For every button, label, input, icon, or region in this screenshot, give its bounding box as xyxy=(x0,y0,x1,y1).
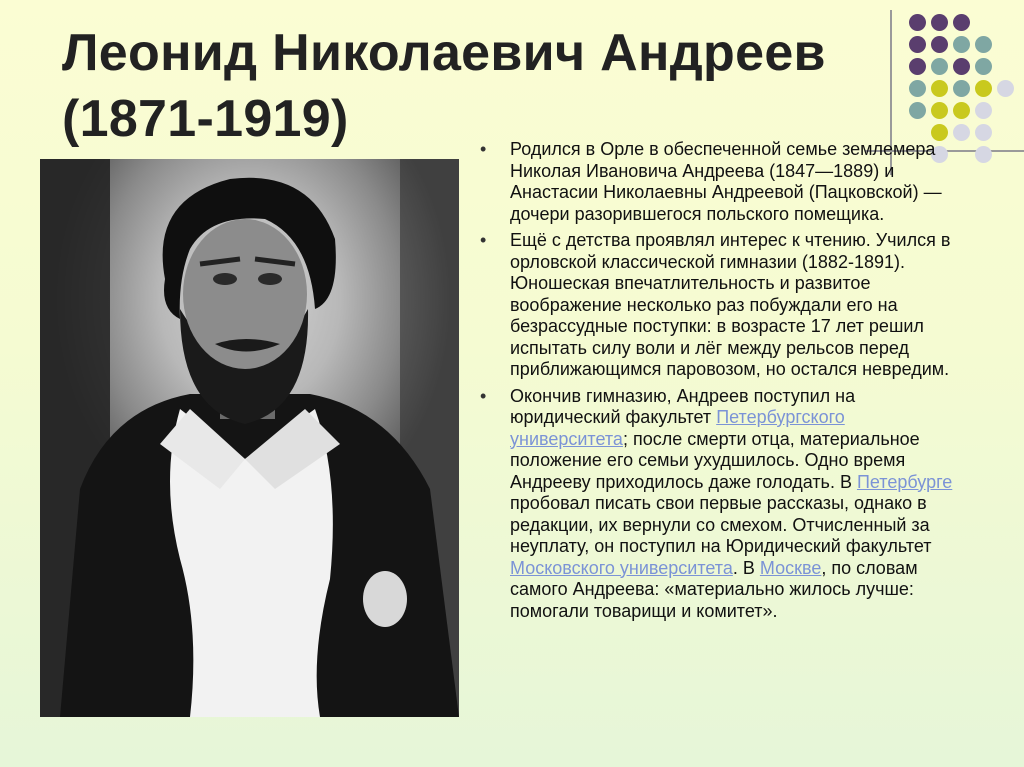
decor-dot xyxy=(909,58,926,75)
link-moscow[interactable]: Москве xyxy=(759,557,822,578)
bullet-dot-icon: • xyxy=(480,230,487,250)
bio-item-birth xyxy=(480,139,960,225)
bio-text: пробовал писать свои первые рассказы, однако в редакции, их вернули со смехом. Отчисленный за неуплату, он поступил на Юридический факультет xyxy=(510,493,932,556)
bio-text: , по словам самого Андреева: «материально жилось лучше: помогали товарищи и комитет». xyxy=(510,557,918,621)
bio-text: ; после смерти отца, материальное положение его семьи ухудшилось. Одно время Андрееву приходилось даже голодать. В xyxy=(510,428,920,492)
decor-dot xyxy=(953,80,970,97)
bio-text: Родился в Орле в обеспеченной семье землемера Николая Ивановича Андреева (1847—1889) и Анастасии Николаевны Андреевой (Пацковской) — дочери разорившегося польского помещика. xyxy=(510,139,942,224)
decor-dot xyxy=(909,36,926,53)
decor-dot xyxy=(975,80,992,97)
bio-text: Ещё с детства проявлял интерес к чтению. Учился в орловской классической гимназии (1882-1891). Юношеская впечатлительность и развитое воображение несколько раз побуждали его на безрассудные поступки: в возрасте 17 лет решил испытать силу воли и лёг между рельсов перед приближающимся паровозом, но остался невредим. xyxy=(510,230,951,379)
decor-dot xyxy=(931,14,948,31)
decor-dot xyxy=(997,80,1014,97)
portrait-photo xyxy=(40,159,459,717)
decor-dot xyxy=(931,36,948,53)
link-petersburg-university[interactable]: Петербургского университета xyxy=(510,407,845,449)
decor-dot xyxy=(953,102,970,119)
decor-dot xyxy=(953,14,970,31)
bio-item-childhood xyxy=(480,230,960,381)
bullet-dot-icon: • xyxy=(480,385,487,406)
slide-title xyxy=(62,20,902,152)
title-name: Леонид Николаевич Андреев xyxy=(62,24,826,82)
decor-dot xyxy=(975,146,992,163)
decor-dot xyxy=(931,102,948,119)
decor-dot xyxy=(953,58,970,75)
decor-dot xyxy=(975,36,992,53)
bio-text: . В xyxy=(732,557,760,578)
decor-dot xyxy=(931,58,948,75)
bio-text: Окончив гимназию, Андреев поступил на юридический факультет xyxy=(510,385,856,427)
decor-dot-grid xyxy=(904,10,1014,160)
bullet-dot-icon: • xyxy=(480,139,487,159)
decor-dot xyxy=(909,14,926,31)
decor-dot xyxy=(975,102,992,119)
bio-list xyxy=(480,139,960,627)
decor-dot xyxy=(909,80,926,97)
bio-item-university xyxy=(480,386,960,623)
link-petersburg[interactable]: Петербурге xyxy=(856,471,953,492)
decor-dot xyxy=(909,102,926,119)
link-moscow-university[interactable]: Московского университета xyxy=(510,557,733,578)
title-years: (1871-1919) xyxy=(62,90,349,148)
decor-dot xyxy=(975,58,992,75)
decor-dot xyxy=(975,124,992,141)
decor-dot xyxy=(953,36,970,53)
decor-dot xyxy=(931,80,948,97)
portrait-illustration xyxy=(40,159,459,717)
